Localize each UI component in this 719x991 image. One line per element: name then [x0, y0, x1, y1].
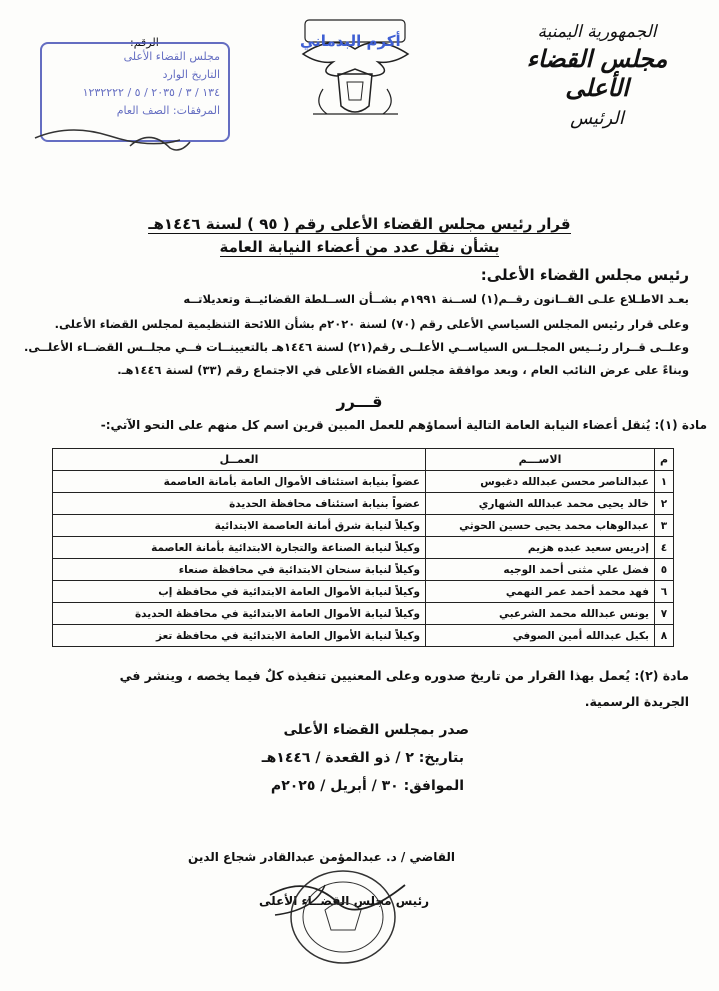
decision-subject: بشأن نقل عدد من أعضاء النيابة العامة [219, 238, 500, 256]
article-2-cont: الجريدة الرسمية. [584, 694, 689, 709]
row-number: ٥ [655, 559, 674, 581]
row-number: ٣ [655, 515, 674, 537]
row-name: إدريس سعيد عبده هزيم [426, 537, 655, 559]
table-row [53, 603, 674, 625]
preamble-line: وعلــى قــرار رئــيس المجلــس السياســي الأعلــى رقم(٢١) لسنة ١٤٤٦هـ بالتعيينــات فــي مجلــس القضــاء الأعلــى. [24, 340, 689, 354]
council-name: مجلس القضاء الأعلى [526, 44, 668, 102]
row-number: ٤ [655, 537, 674, 559]
initials-signature-icon [30, 118, 200, 158]
date-gregorian: الموافق: ٣٠ / أبريل / ٢٠٢٥م [270, 778, 464, 794]
transfer-table [52, 448, 674, 647]
stamp-line: مجلس القضاء الأعلى [123, 50, 220, 63]
row-name: فهد محمد أحمد عمر النهمي [426, 581, 655, 603]
decision-title: قرار رئيس مجلس القضاء الأعلى رقم ( ٩٥ ) لسنة ١٤٤٦هـ [148, 215, 571, 233]
row-work: وكيلاً لنيابة الأموال العامة الابتدائية في محافظة الحديدة [53, 603, 426, 625]
table-row [53, 537, 674, 559]
row-work: وكيلاً لنيابة الصناعة والتجارة الابتدائية بأمانة العاصمة [53, 537, 426, 559]
table-header-row [53, 449, 674, 471]
article-2: مادة (٢): يُعمل بهذا القرار من تاريخ صدوره وعلى المعنيين تنفيذه كلٌ فيما يخصه ، وينشر في [119, 668, 689, 683]
stamp-line: ١٣٤ / ٣ / ٢٠٣٥ / ٥ / ١٢٣٢٢٢٢ [82, 86, 220, 99]
decision-word: قـــرر [336, 392, 383, 411]
row-work: عضواً بنيابة استئناف محافظة الحديدة [53, 493, 426, 515]
stamp-line: التاريخ الوارد [162, 68, 220, 81]
president-label: الرئيس [570, 108, 624, 129]
row-work: وكيلاً لنيابة شرق أمانة العاصمة الابتدائية [53, 515, 426, 537]
stamp-line: المرفقات: الصف العام [116, 104, 220, 117]
table-row [53, 625, 674, 647]
row-name: عبدالوهاب محمد يحيى حسين الحوثي [426, 515, 655, 537]
row-name: عبدالناصر محسن عبدالله دغبوس [426, 471, 655, 493]
table-row [53, 515, 674, 537]
ref-label: الرقم: [130, 36, 159, 49]
signatory-role: رئيس مجلس القضــاء الأعلى [259, 894, 429, 908]
row-number: ٦ [655, 581, 674, 603]
row-number: ١ [655, 471, 674, 493]
letterhead [497, 22, 697, 129]
row-number: ٧ [655, 603, 674, 625]
row-work: وكيلاً لنيابة الأموال العامة الابتدائية في محافظة تعز [53, 625, 426, 647]
national-emblem-icon [283, 14, 428, 124]
row-number: ٢ [655, 493, 674, 515]
row-name: بكيل عبدالله أمين الصوفي [426, 625, 655, 647]
article-1: مادة (١): يُنقل أعضاء النيابة العامة التالية أسماؤهم للعمل المبين قرين اسم كل منهم على النحو الآتي:- [100, 418, 707, 432]
row-work: وكيلاً لنيابة سنحان الابتدائية في محافظة صنعاء [53, 559, 426, 581]
col-name: الاســـم [426, 449, 655, 471]
preamble-line: وعلى قرار رئيس المجلس السياسي الأعلى رقم (٧٠) لسنة ٢٠٢٠م بشأن اللائحة التنظيمية لمجلس القضاء الأعلى. [54, 317, 689, 331]
row-name: فضل علي مثنى أحمد الوجيه [426, 559, 655, 581]
table-row [53, 493, 674, 515]
row-name: يونس عبدالله محمد الشرعبي [426, 603, 655, 625]
row-work: وكيلاً لنيابة الأموال العامة الابتدائية في محافظة إب [53, 581, 426, 603]
date-hijri: بتاريخ: ٢ / ذو القعدة / ١٤٤٦هـ [261, 750, 464, 766]
table-row [53, 471, 674, 493]
president-heading: رئيس مجلس القضاء الأعلى: [480, 266, 689, 284]
table-row [53, 559, 674, 581]
issued-at: صدر بمجلس القضاء الأعلى [283, 722, 469, 738]
row-work: عضواً بنيابة استئناف الأموال العامة بأمانة العاصمة [53, 471, 426, 493]
col-number: م [655, 449, 674, 471]
official-seal-icon [265, 855, 415, 970]
country-name: الجمهورية اليمنية [537, 22, 657, 42]
preamble-line: وبناءً على عرض النائب العام ، وبعد موافقة مجلس القضاء الأعلى في الاجتماع رقم (٣٣) لسنة ١٤٤٦هـ. [117, 363, 689, 377]
row-number: ٨ [655, 625, 674, 647]
preamble-line: بعـد الاطـلاع علـى القــانون رقــم(١) لســنة ١٩٩١م بشــأن الســلطة القضائيــة وتعديلاتــه [183, 292, 689, 306]
row-name: خالد يحيى محمد عبدالله الشهاري [426, 493, 655, 515]
col-work: العمــل [53, 449, 426, 471]
signatory-name: القاضي / د. عبدالمؤمن عبدالقادر شجاع الدين [188, 850, 455, 864]
watermark: أكرم البدماني [300, 32, 401, 50]
table-row [53, 581, 674, 603]
